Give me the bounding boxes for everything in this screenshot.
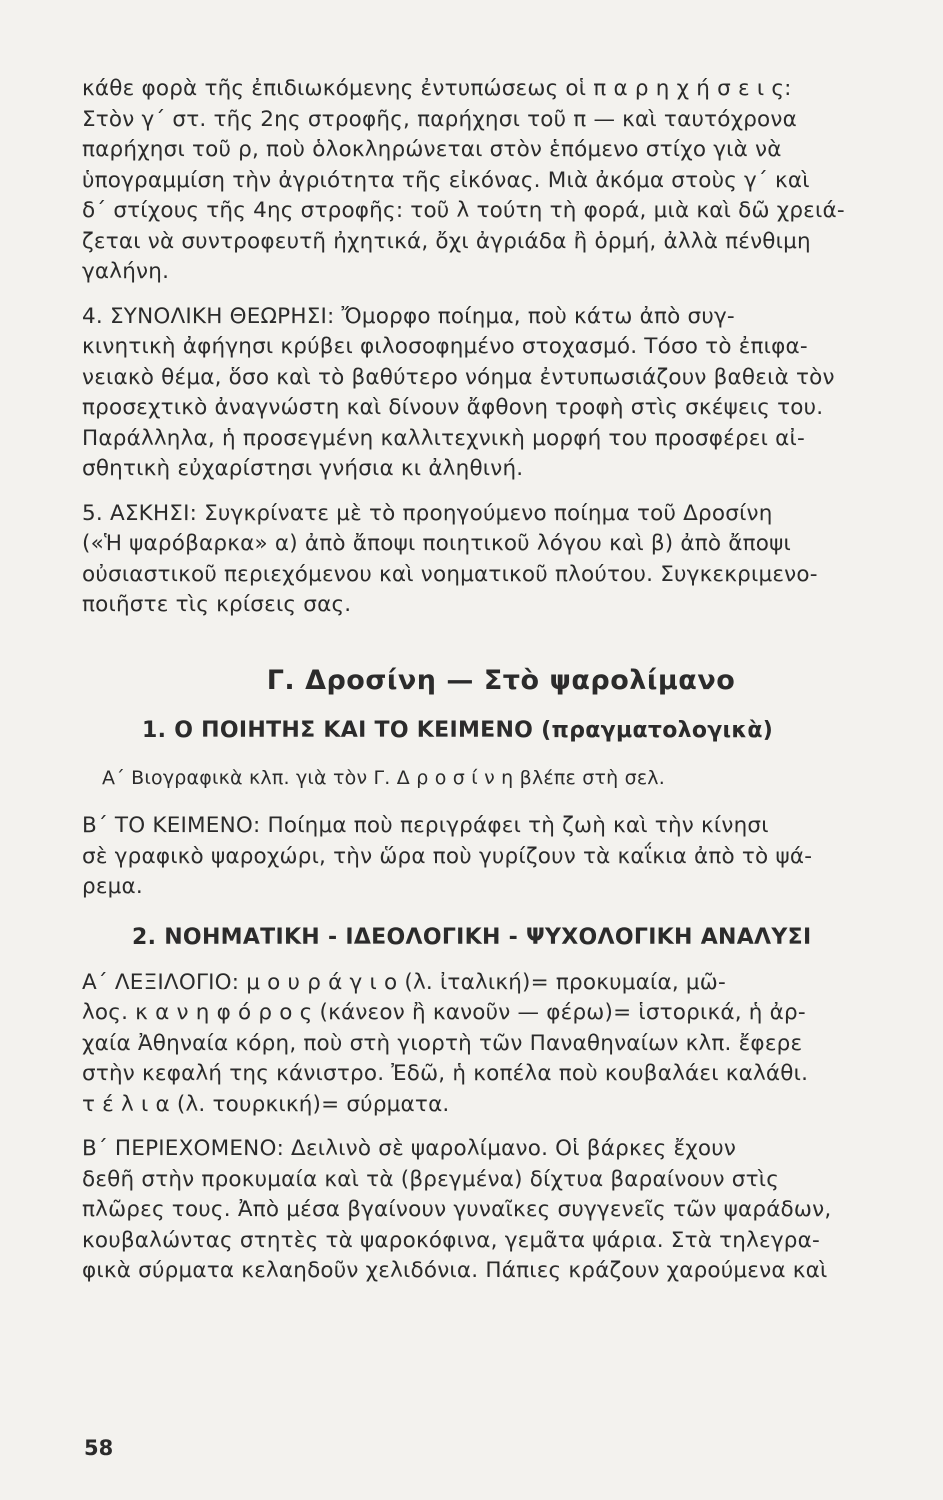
- text-line: Παράλληλα, ἡ προσεγμένη καλλιτεχνικὴ μορφή του προσφέρει αἰ-: [82, 425, 805, 451]
- bio-line: Α΄ Βιογραφικὰ κλπ. γιὰ τὸν Γ. Δ ρ ο σ ί ν η βλέπε στὴ σελ.: [102, 766, 665, 789]
- text-line: φικὰ σύρματα κελαηδοῦν χελιδόνια. Πάπιες κράζουν χαρούμενα καὶ: [82, 1258, 828, 1283]
- paragraph-lexicon: [82, 968, 920, 1121]
- text-line: δεθῆ στὴν προκυμαία καὶ τὰ (βρεγμένα) δίχτυα βαραίνουν στὶς: [82, 1166, 780, 1192]
- text-line: δ΄ στίχους τῆς 4ης στροφῆς: τοῦ λ τούτη τὴ φορά, μιὰ καὶ δῶ χρειά-: [82, 198, 845, 223]
- text-line: σθητικὴ εὐχαρίστησι γνήσια κι ἀληθινή.: [82, 456, 524, 481]
- text-line: λος. κ α ν η φ ό ρ ο ς (κάνεον ἢ κανοῦν — φέρω)= ἱστορικά, ἡ ἀρ-: [82, 1000, 806, 1025]
- text-line: πλῶρες τους. Ἀπὸ μέσα βγαίνουν γυναῖκες συγγενεῖς τῶν ψαράδων,: [82, 1197, 832, 1222]
- text-line: κουβαλώντας στητὲς τὰ ψαροκόφινα, γεμᾶτα ψάρια. Στὰ τηλεγρα-: [82, 1227, 820, 1253]
- text-line: παρήχησι τοῦ ρ, ποὺ ὁλοκληρώνεται στὸν ἑπόμενο στίχο γιὰ νὰ: [82, 137, 782, 162]
- text-line: Β΄ ΤΟ ΚΕΙΜΕΝΟ: Ποίημα ποὺ περιγράφει τὴ ζωὴ καὶ τὴν κίνησι: [82, 813, 769, 838]
- page-body: [82, 74, 920, 1301]
- text-line: ρεμα.: [82, 874, 143, 899]
- text-line: χαία Ἀθηναία κόρη, ποὺ στὴ γιορτὴ τῶν Παναθηναίων κλπ. ἔφερε: [82, 1030, 803, 1056]
- paragraph-sound-effects: [82, 74, 920, 288]
- subheading-analysis: 2. ΝΟΗΜΑΤΙΚΗ - ΙΔΕΟΛΟΓΙΚΗ - ΨΥΧΟΛΟΓΙΚΗ ΑΝΑΛΥΣΙ: [132, 924, 812, 950]
- paragraph-text: [82, 811, 920, 903]
- text-line: σὲ γραφικὸ ψαροχώρι, τὴν ὥρα ποὺ γυρίζουν τὰ καΐκια ἀπὸ τὸ ψά-: [82, 843, 813, 869]
- text-line: («Ἡ ψαρόβαρκα» α) ἀπὸ ἄποψι ποιητικοῦ λόγου καὶ β) ἀπὸ ἄποψι: [82, 531, 792, 556]
- text-line: 4. ΣΥΝΟΛΙΚΗ ΘΕΩΡΗΣΙ: Ὄμορφο ποίημα, ποὺ κάτω ἀπὸ συγ-: [82, 303, 735, 329]
- paragraph-content: [82, 1134, 920, 1287]
- text-line: κινητικὴ ἀφήγησι κρύβει φιλοσοφημένο στοχασμό. Τόσο τὸ ἐπιφα-: [82, 334, 808, 359]
- paragraph-overall-view: [82, 302, 920, 485]
- text-line: Α΄ ΛΕΞΙΛΟΓΙΟ: μ ο υ ρ ά γ ι ο (λ. ἰταλική)= προκυμαία, μῶ-: [82, 969, 726, 995]
- text-line: κάθε φορὰ τῆς ἐπιδιωκόμενης ἐντυπώσεως οἱ π α ρ η χ ή σ ε ι ς:: [82, 76, 792, 101]
- text-line: νειακὸ θέμα, ὅσο καὶ τὸ βαθύτερο νόημα ἐντυπωσιάζουν βαθειὰ τὸν: [82, 364, 835, 390]
- section-title: Γ. Δροσίνη — Στὸ ψαρολίμανο: [266, 664, 736, 696]
- page-number: 58: [84, 1436, 114, 1460]
- text-line: ὑπογραμμίση τὴν ἀγριότητα τῆς εἰκόνας. Μιὰ ἀκόμα στοὺς γ΄ καὶ: [82, 167, 810, 193]
- text-line: οὐσιαστικοῦ περιεχόμενου καὶ νοηματικοῦ πλούτου. Συγκεκριμενο-: [82, 561, 818, 587]
- subheading-poet-and-text: 1. Ο ΠΟΙΗΤΗΣ ΚΑΙ ΤΟ ΚΕΙΜΕΝΟ (πραγματολογικὰ): [142, 717, 774, 743]
- text-line: τ έ λ ι α (λ. τουρκική)= σύρματα.: [82, 1091, 450, 1117]
- text-line: Β΄ ΠΕΡΙΕΧΟΜΕΝΟ: Δειλινὸ σὲ ψαρολίμανο. Οἱ βάρκες ἔχουν: [82, 1136, 737, 1161]
- text-line: Στὸν γ΄ στ. τῆς 2ης στροφῆς, παρήχησι τοῦ π — καὶ ταυτόχρονα: [82, 106, 797, 132]
- text-line: ποιῆστε τὶς κρίσεις σας.: [82, 592, 352, 617]
- text-line: στὴν κεφαλή της κάνιστρο. Ἐδῶ, ἡ κοπέλα ποὺ κουβαλάει καλάθι.: [82, 1061, 809, 1086]
- text-line: προσεχτικὸ ἀναγνώστη καὶ δίνουν ἄφθονη τροφὴ στὶς σκέψεις του.: [82, 395, 824, 420]
- text-line: γαλήνη.: [82, 259, 170, 284]
- text-line: ζεται νὰ συντροφευτῆ ἠχητικά, ὄχι ἀγριάδα ἢ ὁρμή, ἀλλὰ πένθιμη: [82, 228, 811, 254]
- paragraph-exercise: [82, 499, 920, 621]
- text-line: 5. ΑΣΚΗΣΙ: Συγκρίνατε μὲ τὸ προηγούμενο ποίημα τοῦ Δροσίνη: [82, 500, 773, 526]
